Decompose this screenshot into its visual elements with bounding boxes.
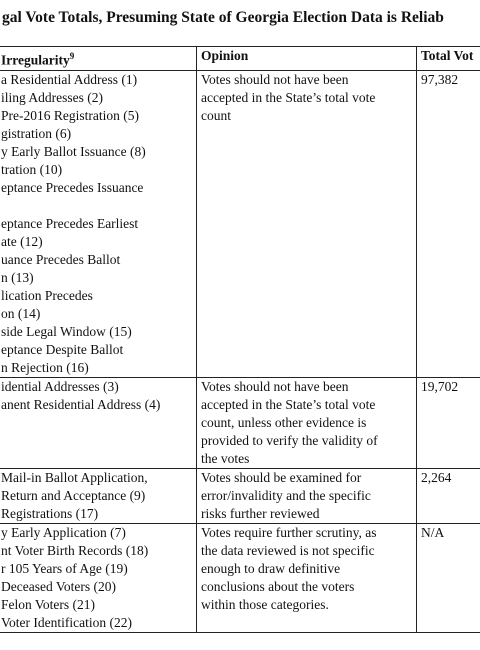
- irregularity-item: n (13): [1, 269, 34, 285]
- page-title: gal Vote Totals, Presuming State of Georgia Election Data is Reliab: [2, 9, 444, 26]
- opinion-line: accepted in the State’s total vote: [201, 396, 376, 412]
- opinion-line: count, unless other evidence is: [201, 414, 367, 430]
- irregularity-item: a Residential Address (1): [1, 71, 138, 87]
- opinion-line: error/invalidity and the specific: [201, 487, 371, 503]
- table-row: [0, 70, 480, 377]
- opinion-line: accepted in the State’s total vote: [201, 89, 376, 105]
- irregularity-item: eptance Precedes Earliest: [1, 215, 139, 231]
- irregularity-item: eptance Precedes Issuance: [1, 179, 144, 195]
- irregularity-item: anent Residential Address (4): [1, 396, 161, 412]
- irregularity-item: gistration (6): [1, 125, 72, 141]
- irregularity-item: Deceased Voters (20): [1, 578, 116, 594]
- opinion-cell: [197, 70, 417, 377]
- irregularity-item: side Legal Window (15): [1, 323, 132, 339]
- irregularity-cell: [0, 523, 197, 632]
- opinion-line: conclusions about the voters: [201, 578, 355, 594]
- opinion-cell: [197, 468, 417, 523]
- footnote-marker: 9: [69, 51, 75, 61]
- table-row: [0, 468, 480, 523]
- irregularity-item: tration (10): [1, 161, 63, 177]
- irregularity-item: Return and Acceptance (9): [1, 487, 146, 503]
- irregularity-cell: [0, 468, 197, 523]
- irregularity-item: Registrations (17): [1, 505, 99, 521]
- header-irregularity-label: Irregularity: [1, 52, 70, 68]
- blank-line: [1, 197, 192, 215]
- total-votes-cell: N/A: [417, 523, 480, 632]
- opinion-line: the votes: [201, 450, 250, 466]
- vote-totals-table: [0, 46, 480, 633]
- header-opinion: Opinion: [197, 47, 417, 71]
- irregularity-item: on (14): [1, 305, 41, 321]
- table-body: [0, 70, 480, 632]
- opinion-line: provided to verify the validity of: [201, 432, 378, 448]
- header-irregularity: [0, 47, 197, 71]
- irregularity-item: eptance Despite Ballot: [1, 341, 124, 357]
- opinion-line: enough to draw definitive: [201, 560, 341, 576]
- irregularity-cell: [0, 70, 197, 377]
- opinion-line: Votes require further scrutiny, as: [201, 524, 377, 540]
- irregularity-item: Mail-in Ballot Application,: [1, 469, 148, 485]
- irregularity-item: iling Addresses (2): [1, 89, 103, 105]
- irregularity-cell: [0, 377, 197, 468]
- total-votes-cell: 97,382: [417, 70, 480, 377]
- irregularity-item: idential Addresses (3): [1, 378, 119, 394]
- header-total: Total Vot: [417, 47, 480, 71]
- opinion-line: the data reviewed is not specific: [201, 542, 375, 558]
- irregularity-item: lication Precedes: [1, 287, 93, 303]
- opinion-line: within those categories.: [201, 596, 329, 612]
- opinion-line: Votes should be examined for: [201, 469, 362, 485]
- irregularity-item: Felon Voters (21): [1, 596, 95, 612]
- irregularity-item: nt Voter Birth Records (18): [1, 542, 149, 558]
- irregularity-item: r 105 Years of Age (19): [1, 560, 128, 576]
- irregularity-item: n Rejection (16): [1, 359, 89, 375]
- opinion-cell: [197, 523, 417, 632]
- opinion-line: count: [201, 107, 231, 123]
- opinion-cell: [197, 377, 417, 468]
- total-votes-cell: 2,264: [417, 468, 480, 523]
- table-row: [0, 523, 480, 632]
- irregularity-item: uance Precedes Ballot: [1, 251, 121, 267]
- table-header-row: [0, 47, 480, 71]
- irregularity-item: Voter Identification (22): [1, 614, 132, 630]
- irregularity-item: Pre-2016 Registration (5): [1, 107, 139, 123]
- table-row: [0, 377, 480, 468]
- irregularity-item: y Early Ballot Issuance (8): [1, 143, 146, 159]
- opinion-line: Votes should not have been: [201, 378, 349, 394]
- total-votes-cell: 19,702: [417, 377, 480, 468]
- irregularity-item: ate (12): [1, 233, 43, 249]
- irregularity-item: y Early Application (7): [1, 524, 126, 540]
- opinion-line: Votes should not have been: [201, 71, 349, 87]
- opinion-line: risks further reviewed: [201, 505, 320, 521]
